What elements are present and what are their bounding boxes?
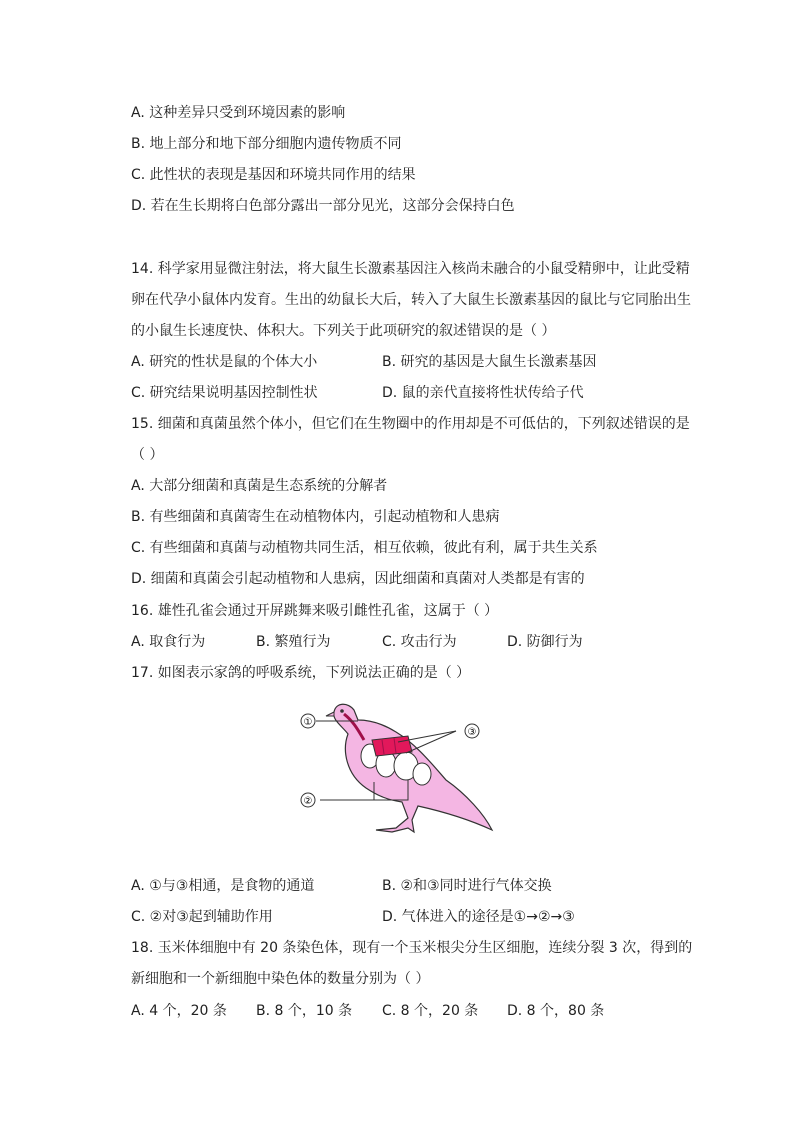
q14-option-a: A. 研究的性状是鼠的个体大小 — [131, 354, 318, 370]
label-line-3b — [406, 731, 456, 753]
air-sac-4 — [413, 763, 431, 785]
q18-option-d: D. 8 个，80 条 — [507, 1003, 605, 1019]
q15-option-d: D. 细菌和真菌会引起动植物和人患病，因此细菌和真菌对人类都是有害的 — [131, 571, 585, 587]
pigeon-diagram-svg — [296, 690, 506, 840]
q14-option-d: D. 鼠的亲代直接将性状传给子代 — [382, 385, 584, 401]
pigeon-beak — [326, 712, 334, 716]
q14-option-c: C. 研究结果说明基因控制性状 — [131, 385, 318, 401]
q17-option-a: A. ①与③相通，是食物的通道 — [131, 878, 315, 894]
q13-option-d: D. 若在生长期将白色部分露出一部分见光，这部分会保持白色 — [131, 198, 515, 214]
q14-stem-line-3: 的小鼠生长速度快、体积大。下列关于此项研究的叙述错误的是（ ） — [131, 323, 556, 339]
label-2: ② — [303, 796, 313, 807]
q16-option-a: A. 取食行为 — [131, 634, 206, 650]
q18-option-b: B. 8 个，10 条 — [256, 1003, 353, 1019]
q16-option-c: C. 攻击行为 — [382, 634, 457, 650]
q16-option-d: D. 防御行为 — [507, 634, 583, 650]
q14-stem-line-1: 14. 科学家用显微注射法，将大鼠生长激素基因注入核尚未融合的小鼠受精卵中，让此受精 — [131, 261, 690, 277]
q15-option-a: A. 大部分细菌和真菌是生态系统的分解者 — [131, 478, 388, 494]
q14-option-b: B. 研究的基因是大鼠生长激素基因 — [382, 354, 597, 370]
q13-option-a: A. 这种差异只受到环境因素的影响 — [131, 105, 346, 121]
q15-option-b: B. 有些细菌和真菌寄生在动植物体内，引起动植物和人患病 — [131, 509, 500, 525]
q13-option-c: C. 此性状的表现是基因和环境共同作用的结果 — [131, 167, 416, 183]
q18-option-a: A. 4 个，20 条 — [131, 1003, 227, 1019]
q17-option-c: C. ②对③起到辅助作用 — [131, 909, 273, 925]
label-1: ① — [303, 717, 313, 728]
q15-stem-line-1: 15. 细菌和真菌虽然个体小，但它们在生物圈中的作用却是不可低估的，下列叙述错误的是 — [131, 416, 690, 432]
pigeon-respiratory-diagram — [296, 690, 506, 840]
q17-stem: 17. 如图表示家鸽的呼吸系统，下列说法正确的是（ ） — [131, 665, 471, 681]
q15-option-c: C. 有些细菌和真菌与动植物共同生活，相互依赖，彼此有利，属于共生关系 — [131, 540, 598, 556]
q18-stem-line-1: 18. 玉米体细胞中有 20 条染色体，现有一个玉米根尖分生区细胞，连续分裂 3 次，得到的 — [131, 940, 693, 956]
q15-stem-line-2: （ ） — [131, 447, 164, 463]
q16-option-b: B. 繁殖行为 — [256, 634, 331, 650]
q18-stem-line-2: 新细胞和一个新细胞中染色体的数量分别为（ ） — [131, 971, 430, 987]
q18-option-c: C. 8 个，20 条 — [382, 1003, 479, 1019]
pigeon-eye — [340, 709, 344, 713]
q13-option-b: B. 地上部分和地下部分细胞内遗传物质不同 — [131, 136, 402, 152]
q17-option-d: D. 气体进入的途径是①→②→③ — [382, 909, 575, 925]
label-3: ③ — [467, 727, 477, 738]
q17-option-b: B. ②和③同时进行气体交换 — [382, 878, 552, 894]
q16-stem: 16. 雄性孔雀会通过开屏跳舞来吸引雌性孔雀，这属于（ ） — [131, 603, 499, 619]
q14-stem-line-2: 卵在代孕小鼠体内发育。生出的幼鼠长大后，转入了大鼠生长激素基因的鼠比与它同胎出生 — [131, 292, 691, 308]
